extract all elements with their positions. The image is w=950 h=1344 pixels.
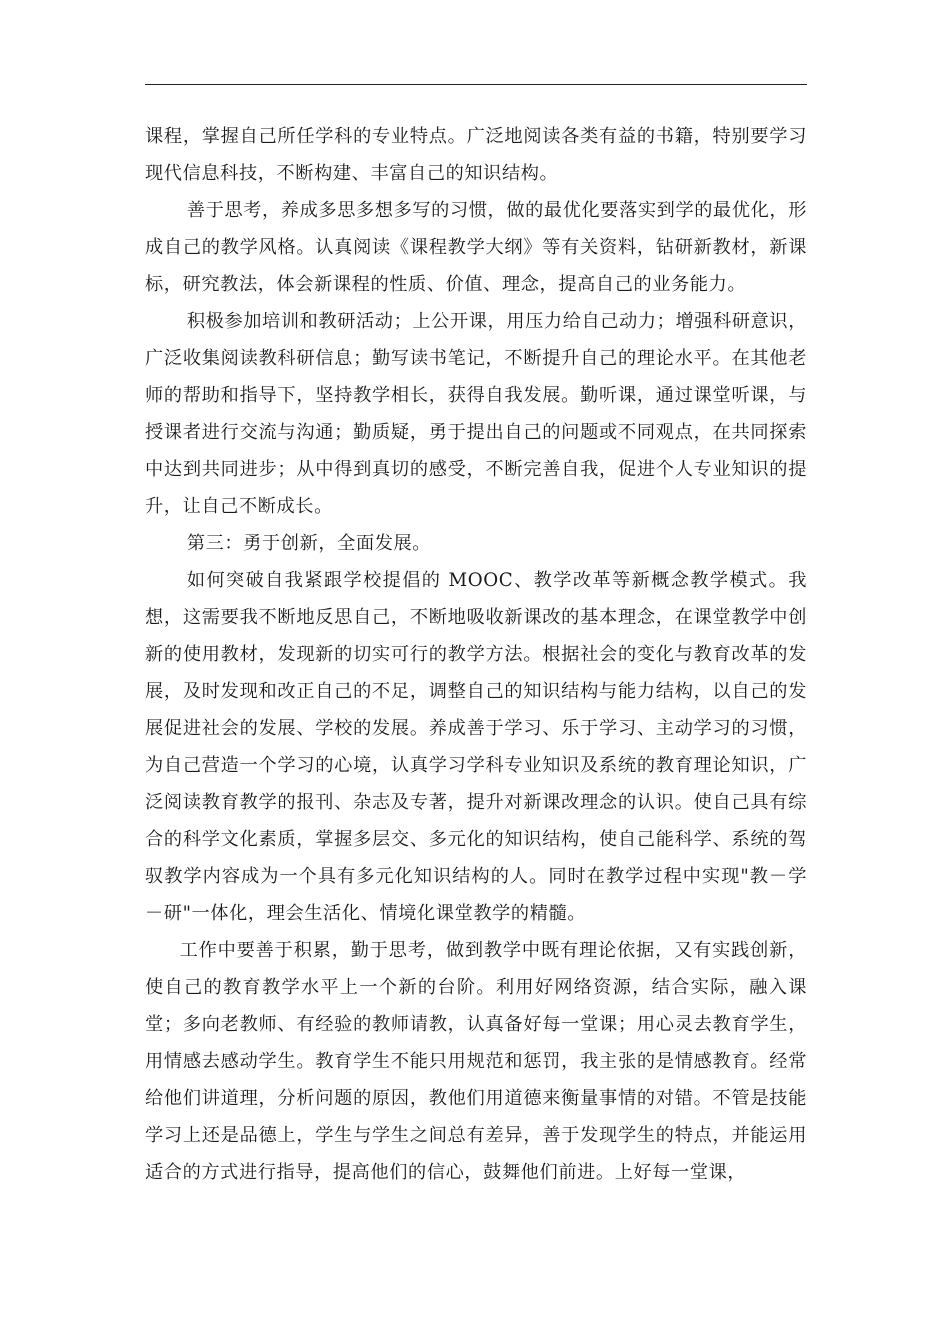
paragraph-3: 积极参加培训和教研活动；上公开课，用压力给自己动力；增强科研意识，广泛收集阅读教科研信息；勤写读书笔记，不断提升自己的理论水平。在其他老师的帮助和指导下，坚持教学相长，获得自我发展。勤听课，通过课堂听课，与授课者进行交流与沟通；勤质疑，勇于提出自己的问题或不同观点，在共同探索中达到共同进步；从中得到真切的感受，不断完善自我，促进个人专业知识的提升，让自己不断成长。 bbox=[145, 311, 807, 517]
paragraph-4: 如何突破自我紧跟学校提倡的 MOOC、教学改革等新概念教学模式。我想，这需要我不断地反思自己，不断地吸收新课改的基本理念，在课堂教学中创新的使用教材，发现新的切实可行的教学方法。根据社会的变化与教育改革的发展，及时发现和改正自己的不足，调整自己的知识结构与能力结构，以自己的发展促进社会的发展、学校的发展。养成善于学习、乐于学习、主动学习的习惯，为自己营造一个学习的心境，认真学习学科专业知识及系统的教育理论知识，广泛阅读教育教学的报刊、杂志及专著，提升对新课改理念的认识。使自己具有综合的科学文化素质，掌握多层交、多元化的知识结构，使自己能科学、系统的驾驭教学内容成为一个具有多元化知识结构的人。同时在教学过程中实现"教－学－研"一体化，理会生活化、情境化课堂教学的精髓。 bbox=[145, 570, 807, 924]
document-body bbox=[145, 118, 807, 1191]
header-rule bbox=[145, 84, 807, 85]
paragraph-1: 课程，掌握自己所任学科的专业特点。广泛地阅读各类有益的书籍，特别要学习现代信息科技，不断构建、丰富自己的知识结构。 bbox=[145, 126, 807, 184]
section-heading: 第三：勇于创新，全面发展。 bbox=[186, 533, 432, 554]
paragraph-2: 善于思考，养成多思多想多写的习惯，做的最优化要落实到学的最优化，形成自己的教学风格。认真阅读《课程教学大纲》等有关资料，钻研新教材，新课标，研究教法，体会新课程的性质、价值、理念，提高自己的业务能力。 bbox=[145, 200, 807, 295]
document-page bbox=[145, 84, 807, 1191]
paragraph-5: 工作中要善于积累，勤于思考，做到教学中既有理论依据，又有实践创新，使自己的教育教学水平上一个新的台阶。利用好网络资源，结合实际，融入课堂；多向老教师、有经验的教师请教，认真备好每一堂课；用心灵去教育学生，用情感去感动学生。教育学生不能只用规范和惩罚，我主张的是情感教育。经常给他们讲道理，分析问题的原因，教他们用道德来衡量事情的对错。不管是技能学习上还是品德上，学生与学生之间总有差异，善于发现学生的特点，并能运用适合的方式进行指导，提高他们的信心，鼓舞他们前进。上好每一堂课， bbox=[145, 940, 807, 1183]
